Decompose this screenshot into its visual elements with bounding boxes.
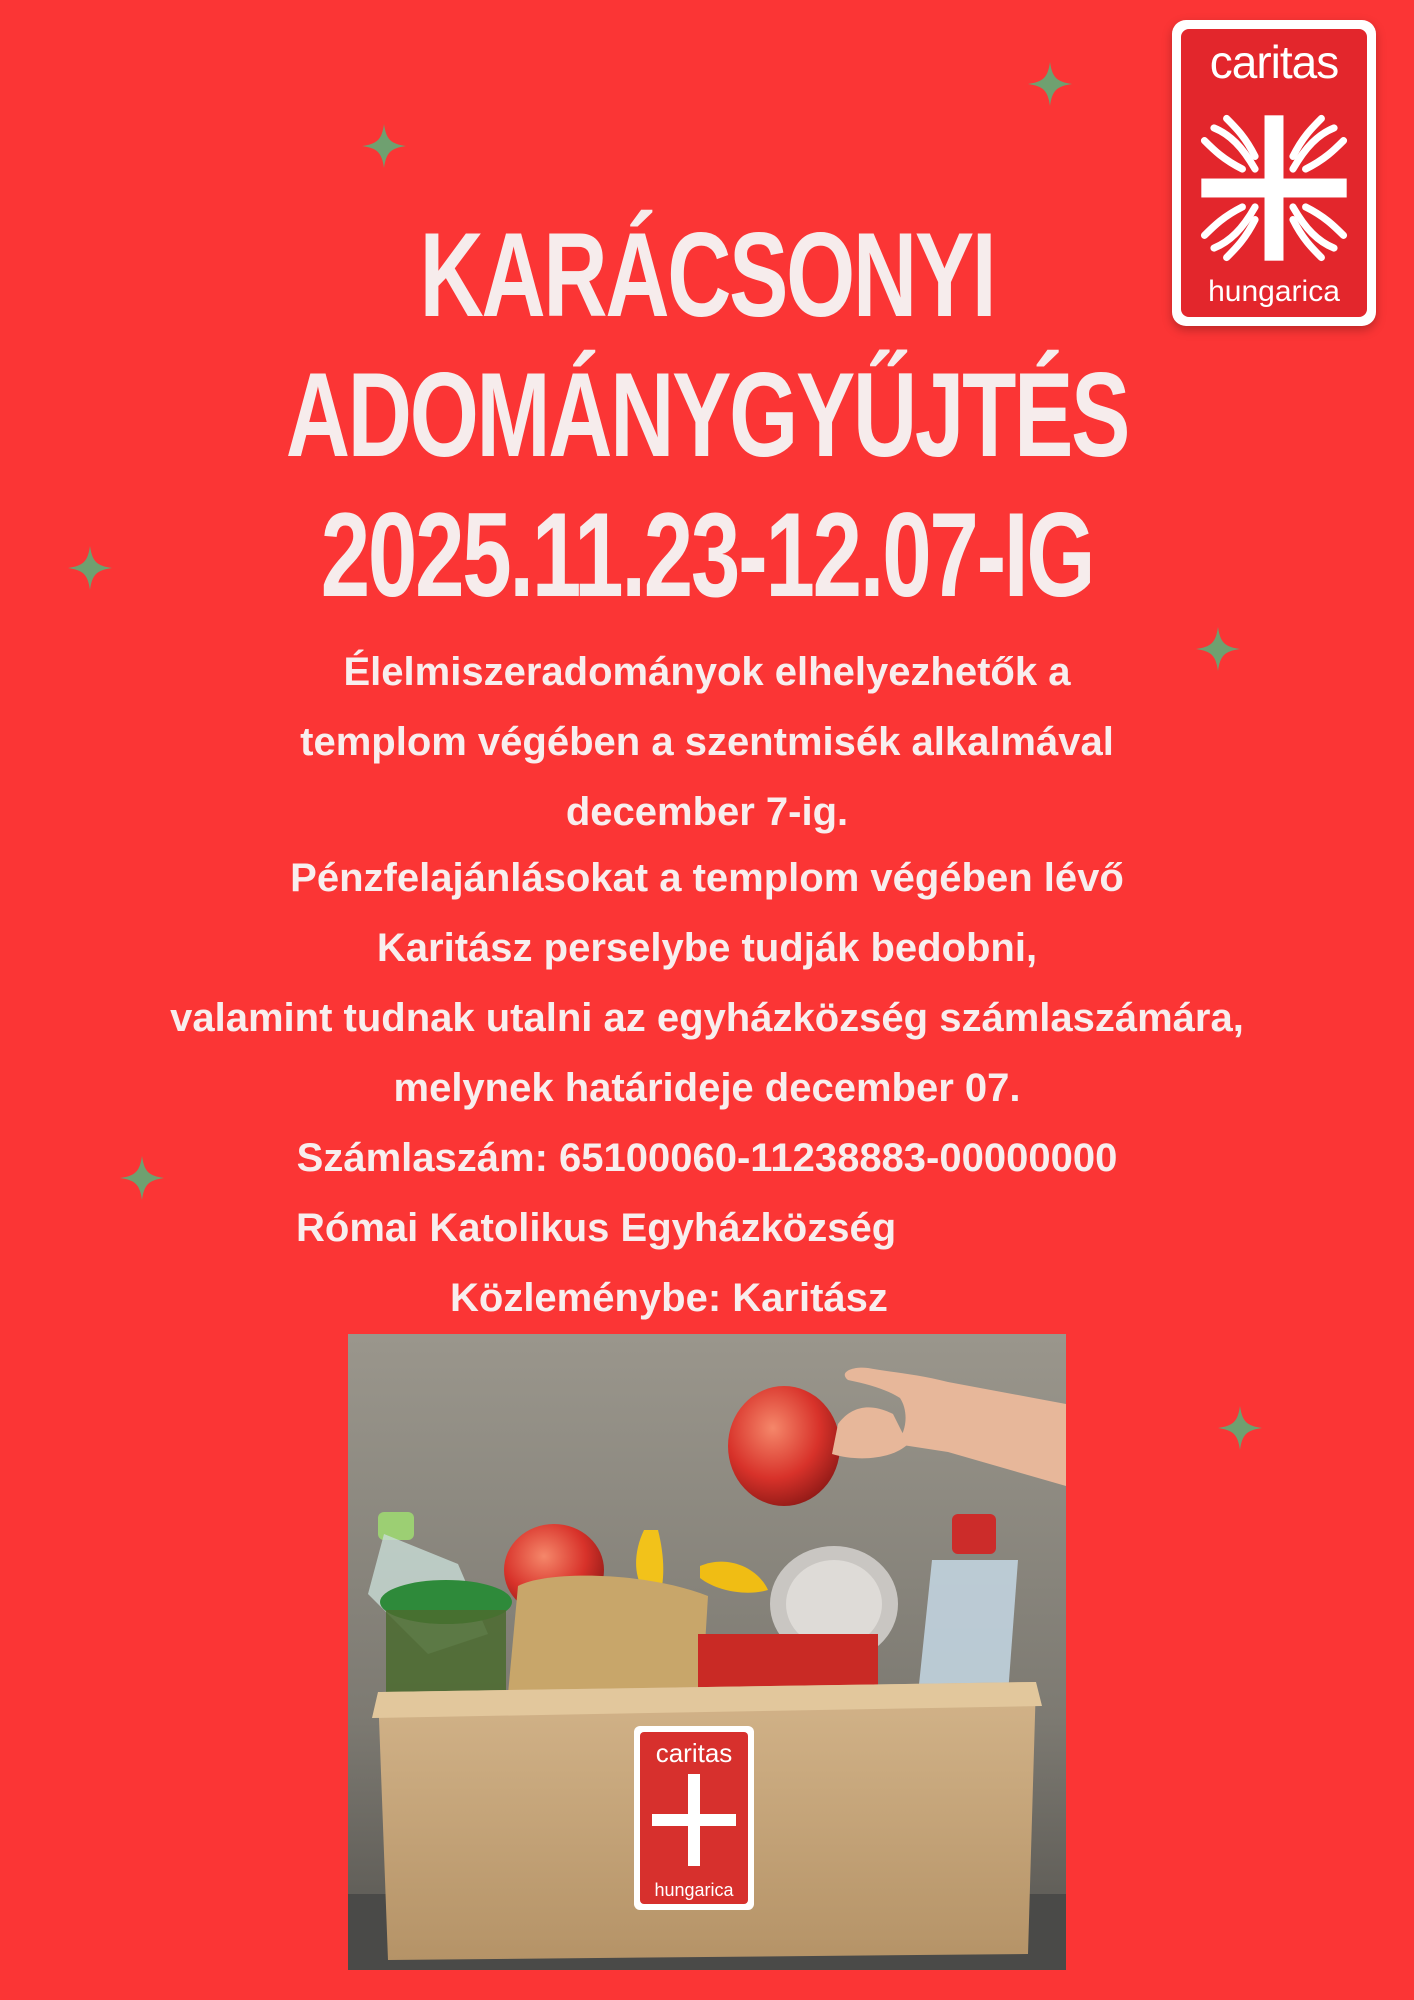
parish-name: Római Katolikus Egyházközség [296, 1206, 897, 1250]
headline-line-2: ADOMÁNYGYŰJTÉS [285, 348, 1129, 482]
logo-caritas-text: caritas [1209, 36, 1339, 88]
food-donation-box-photo [348, 1334, 1066, 1970]
headline [184, 205, 1230, 625]
headline-line-1: KARÁCSONYI [419, 208, 995, 342]
body-line-2: templom végében a szentmisék alkalmával [300, 720, 1114, 764]
body-line-4: Pénzfelajánlásokat a templom végében lévő [290, 856, 1124, 900]
photo-logo-caritas-text: caritas [655, 1738, 733, 1768]
sparkle-star-icon [362, 124, 406, 168]
sparkle-star-icon [1218, 1406, 1262, 1450]
account-number: Számlaszám: 65100060-11238883-00000000 [296, 1136, 1118, 1180]
body-line-1: Élelmiszeradományok elhelyezhetők a [343, 650, 1071, 694]
sparkle-star-icon [68, 546, 112, 590]
body-line-6: valamint tudnak utalni az egyházközség számlaszámára, [170, 996, 1244, 1040]
body-line-3: december 7-ig. [565, 790, 849, 834]
headline-line-3: 2025.11.23-12.07-IG [320, 488, 1094, 622]
photo-logo-hungarica-text: hungarica [654, 1880, 734, 1900]
body-line-5: Karitász perselybe tudják bedobni, [376, 926, 1038, 970]
logo-hungarica-text: hungarica [1208, 275, 1340, 308]
transfer-note: Közleménybe: Karitász [450, 1276, 888, 1320]
sparkle-star-icon [1028, 62, 1072, 106]
body-line-7: melynek határideje december 07. [393, 1066, 1021, 1110]
